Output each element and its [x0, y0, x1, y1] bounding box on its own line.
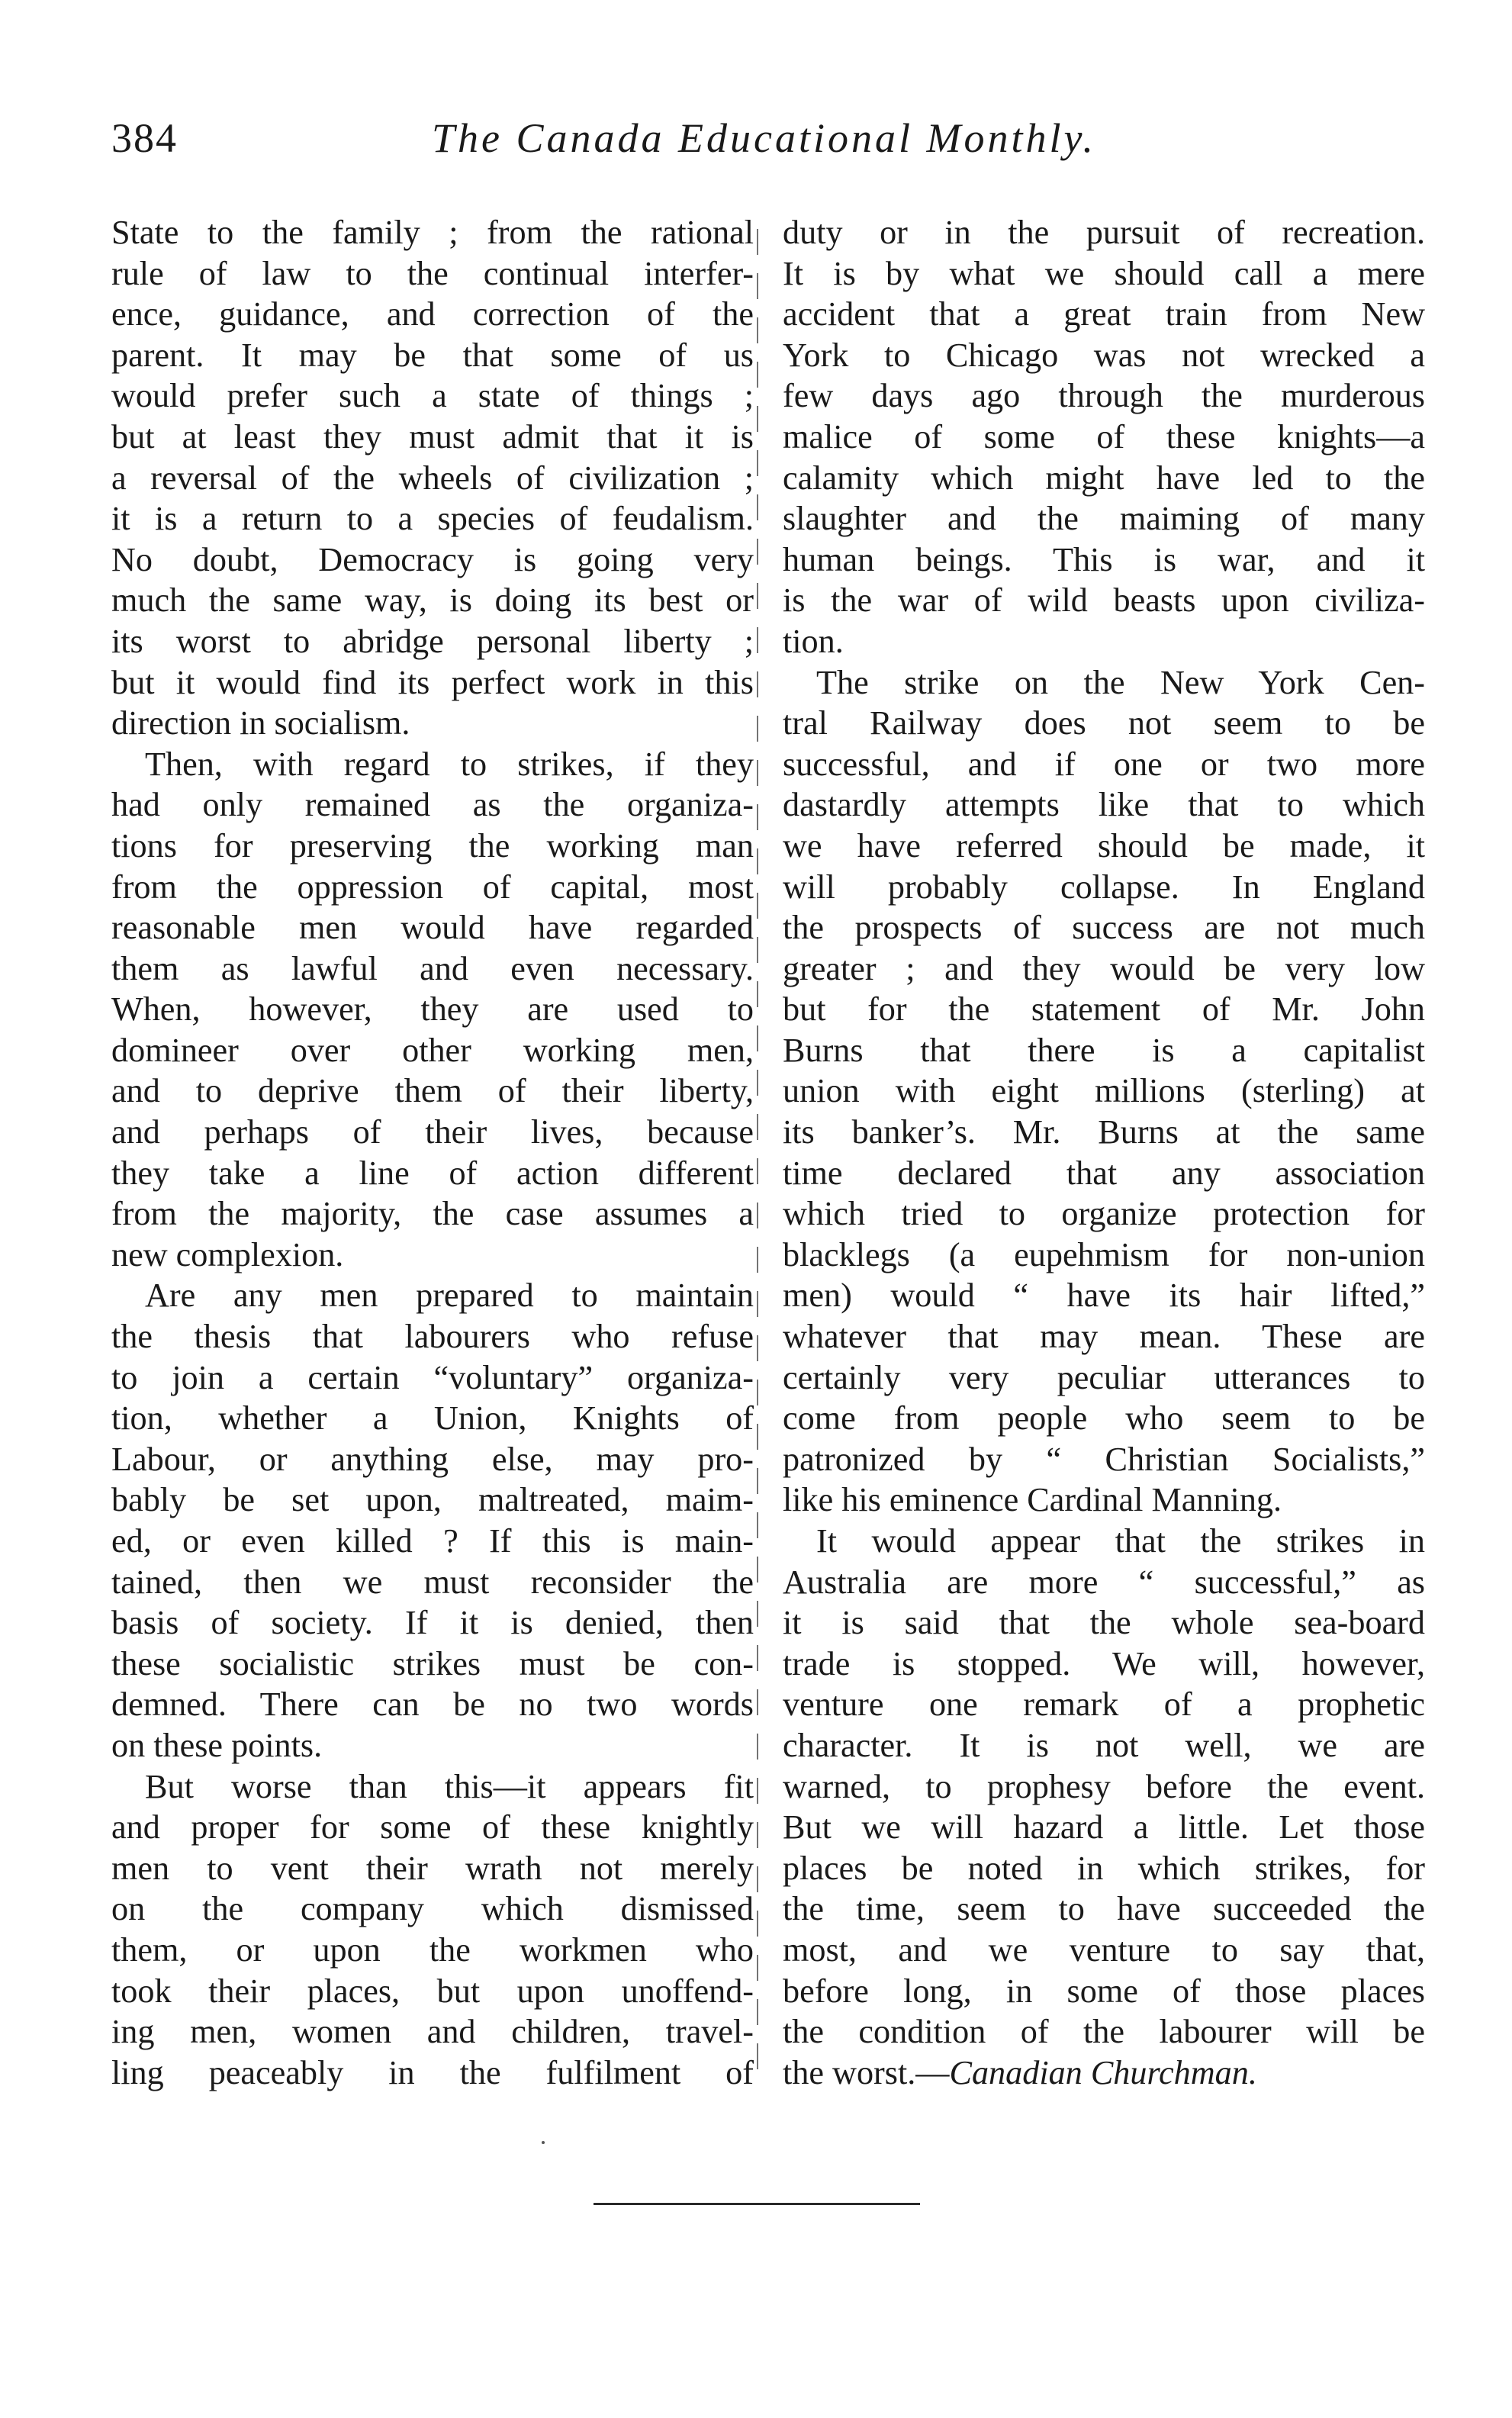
- text-line: them, or upon the workmen who: [111, 1930, 754, 1969]
- end-rule: [594, 2203, 920, 2205]
- text-line: domineer over other working men,: [111, 1031, 754, 1069]
- text-line: it is said that the whole sea-board: [783, 1604, 1425, 1642]
- paragraph-start: It would appear that the strikes in: [816, 1522, 1425, 1560]
- text-line: tion.: [783, 622, 844, 660]
- text-line: on the company which dismissed: [111, 1890, 754, 1928]
- text-line: ed, or even killed ? If this is main-: [111, 1522, 754, 1560]
- text-line: its worst to abridge personal liberty ;: [111, 622, 754, 660]
- text-line: venture one remark of a prophetic: [783, 1686, 1425, 1724]
- text-line: human beings. This is war, and it: [783, 540, 1425, 578]
- text-line: the thesis that labourers who refuse: [111, 1318, 754, 1356]
- text-line: blacklegs (a eupehmism for non-union: [783, 1235, 1425, 1273]
- text-line: greater ; and they would be very low: [783, 949, 1425, 987]
- text-line: from the oppression of capital, most: [111, 868, 754, 906]
- text-line: men) would “ have its hair lifted,”: [783, 1277, 1425, 1315]
- text-line: ence, guidance, and correction of the: [111, 295, 754, 333]
- text-line: from the majority, the case assumes a: [111, 1195, 754, 1233]
- text-line: whatever that may mean. These are: [783, 1318, 1425, 1356]
- text-line: most, and we venture to say that,: [783, 1930, 1425, 1969]
- text-line: and perhaps of their lives, because: [111, 1113, 754, 1151]
- text-line: before long, in some of those places: [783, 1972, 1425, 2010]
- text-line: parent. It may be that some of us: [111, 336, 754, 374]
- text-line: but it would find its perfect work in this: [111, 663, 754, 701]
- text-line: will probably collapse. In England: [783, 868, 1425, 906]
- column-divider: [757, 229, 758, 2075]
- text-line: come from people who seem to be: [783, 1399, 1425, 1438]
- text-line: basis of society. If it is denied, then: [111, 1604, 754, 1642]
- text-line: which tried to organize protection for: [783, 1195, 1425, 1233]
- text-line: tral Railway does not seem to be: [783, 704, 1425, 742]
- text-line: but for the statement of Mr. John: [783, 990, 1425, 1029]
- text-line: accident that a great train from New: [783, 295, 1425, 333]
- closing-line: [783, 2053, 1425, 2094]
- text-line: duty or in the pursuit of recreation.: [783, 214, 1425, 251]
- text-line: Australia are more “ successful,” as: [783, 1563, 1425, 1601]
- text-line: had only remained as the organiza-: [111, 786, 754, 824]
- text-line: Labour, or anything else, may pro-: [111, 1440, 754, 1478]
- text-line: It is by what we should call a mere: [783, 254, 1425, 292]
- text-line: direction in socialism.: [111, 704, 410, 742]
- text-line: but at least they must admit that it is: [111, 417, 754, 456]
- text-line: we have referred should be made, it: [783, 826, 1425, 864]
- right-column: [783, 212, 1425, 2093]
- text-line: is the war of wild beasts upon civiliza-: [783, 581, 1425, 620]
- text-line: to join a certain “voluntary” organiza-: [111, 1358, 754, 1396]
- paragraph-start: But worse than this—it appears fit: [145, 1767, 754, 1805]
- text-line: on these points.: [111, 1726, 323, 1764]
- text-line: it is a return to a species of feudalism.: [111, 500, 754, 538]
- text-line: State to the family ; from the rational: [111, 214, 754, 251]
- text-line: time declared that any association: [783, 1154, 1425, 1192]
- text-line: rule of law to the continual interfer-: [111, 254, 754, 292]
- paragraph-start: The strike on the New York Cen-: [816, 663, 1425, 701]
- page-number: 384: [111, 115, 178, 161]
- text-line: York to Chicago was not wrecked a: [783, 336, 1425, 374]
- text-line: the condition of the labourer will be: [783, 2013, 1425, 2051]
- text-line: them as lawful and even necessary.: [111, 949, 754, 987]
- text-line: they take a line of action different: [111, 1154, 754, 1192]
- text-line: warned, to prophesy before the event.: [783, 1767, 1425, 1805]
- text-line: Burns that there is a capitalist: [783, 1031, 1425, 1069]
- text-line: bably be set upon, maltreated, maim-: [111, 1481, 754, 1519]
- text-line: new complexion.: [111, 1235, 344, 1273]
- text-line: men to vent their wrath not merely: [111, 1849, 754, 1887]
- text-line: much the same way, is doing its best or: [111, 581, 754, 620]
- text-line: few days ago through the murderous: [783, 377, 1425, 415]
- text-line: union with eight millions (sterling) at: [783, 1072, 1425, 1110]
- text-line: the prospects of success are not much: [783, 909, 1425, 947]
- text-line: character. It is not well, we are: [783, 1726, 1425, 1764]
- text-line: like his eminence Cardinal Manning.: [783, 1481, 1282, 1519]
- text-line: demned. There can be no two words: [111, 1686, 754, 1724]
- page-header: [111, 114, 1424, 175]
- text-line: When, however, they are used to: [111, 990, 754, 1029]
- text-line: But we will hazard a little. Let those: [783, 1808, 1425, 1847]
- running-title: The Canada Educational Monthly.: [432, 115, 1096, 161]
- text-line: places be noted in which strikes, for: [783, 1849, 1425, 1887]
- text-line: a reversal of the wheels of civilization ;: [111, 459, 754, 497]
- text-line: No doubt, Democracy is going very: [111, 540, 754, 578]
- text-line: calamity which might have led to the: [783, 459, 1425, 497]
- text-line: trade is stopped. We will, however,: [783, 1644, 1425, 1682]
- text-line: successful, and if one or two more: [783, 745, 1425, 783]
- text-line: certainly very peculiar utterances to: [783, 1358, 1425, 1396]
- text-line: the time, seem to have succeeded the: [783, 1890, 1425, 1928]
- source-citation: Canadian Churchman.: [949, 2053, 1257, 2091]
- text-line: slaughter and the maiming of many: [783, 500, 1425, 538]
- left-column: [111, 212, 754, 2093]
- text-line: malice of some of these knights—a: [783, 417, 1425, 456]
- paragraph-start: Are any men prepared to maintain: [145, 1277, 754, 1315]
- text-line: reasonable men would have regarded: [111, 909, 754, 947]
- text-line: dastardly attempts like that to which: [783, 786, 1425, 824]
- text-line: patronized by “ Christian Socialists,”: [783, 1440, 1425, 1478]
- ink-mark: [542, 2141, 545, 2144]
- text-line: would prefer such a state of things ;: [111, 377, 754, 415]
- paragraph-start: Then, with regard to strikes, if they: [145, 745, 754, 783]
- text-line: and to deprive them of their liberty,: [111, 1072, 754, 1110]
- text-line: tion, whether a Union, Knights of: [111, 1399, 754, 1438]
- closing-text: the worst.—: [783, 2053, 950, 2091]
- text-line: these socialistic strikes must be con-: [111, 1644, 754, 1682]
- text-line: took their places, but upon unoffend-: [111, 1972, 754, 2010]
- text-line: tained, then we must reconsider the: [111, 1563, 754, 1601]
- text-line: tions for preserving the working man: [111, 826, 754, 864]
- text-line: its banker’s. Mr. Burns at the same: [783, 1113, 1425, 1151]
- text-line: and proper for some of these knightly: [111, 1808, 754, 1847]
- text-line: ing men, women and children, travel-: [111, 2013, 754, 2051]
- text-line: ling peaceably in the fulfilment of: [111, 2053, 754, 2091]
